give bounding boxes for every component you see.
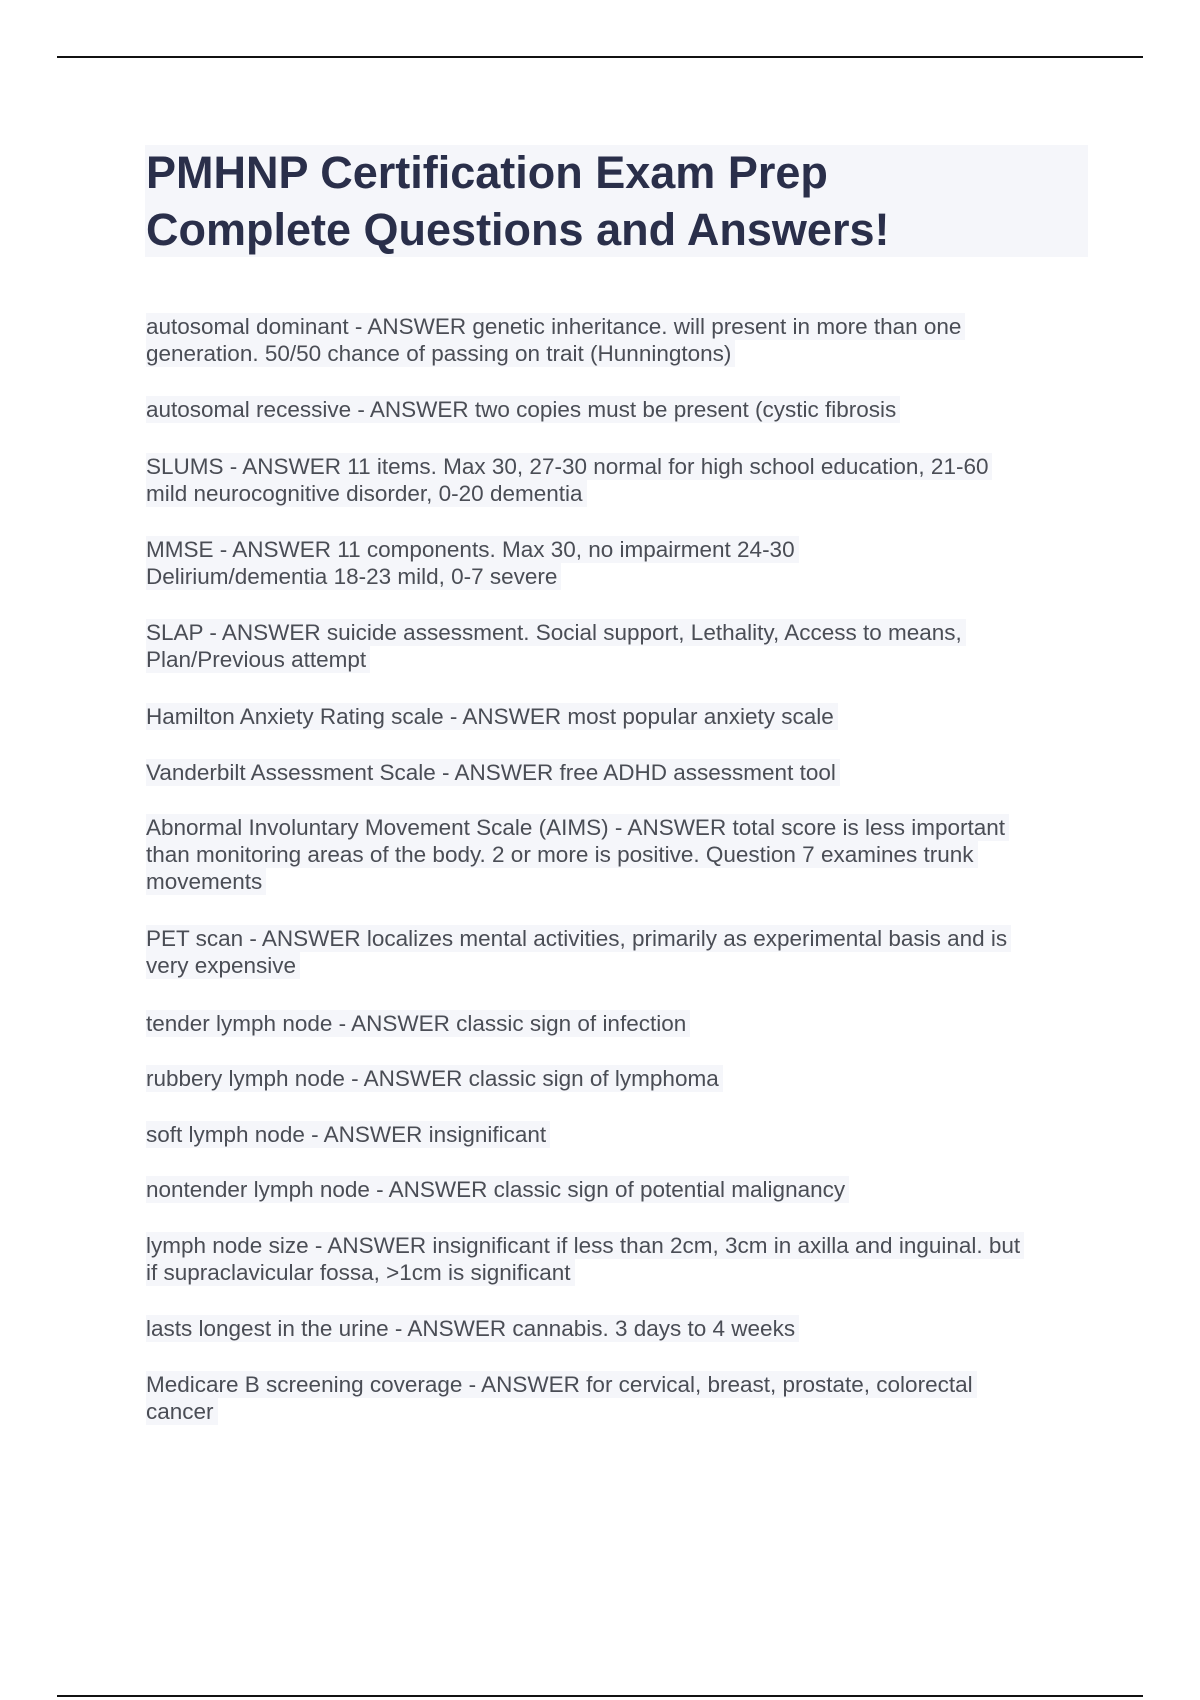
qa-entry-tender-lymph-node [146, 1010, 690, 1037]
qa-line: lasts longest in the urine - ANSWER cannabis. 3 days to 4 weeks [146, 1315, 799, 1342]
qa-line: tender lymph node - ANSWER classic sign of infection [146, 1010, 690, 1037]
qa-entry-mmse [146, 536, 799, 590]
qa-line: cancer [146, 1398, 218, 1425]
qa-entry-soft-lymph-node [146, 1121, 550, 1148]
qa-line: if supraclavicular fossa, >1cm is significant [146, 1259, 575, 1286]
page-title-line-1: PMHNP Certification Exam Prep [146, 147, 828, 198]
qa-line: MMSE - ANSWER 11 components. Max 30, no impairment 24-30 [146, 536, 799, 563]
qa-line: lymph node size - ANSWER insignificant if less than 2cm, 3cm in axilla and inguinal. but [146, 1232, 1024, 1259]
qa-entry-autosomal-recessive [146, 396, 900, 423]
qa-entry-vanderbilt [146, 759, 840, 786]
qa-line: Abnormal Involuntary Movement Scale (AIMS) - ANSWER total score is less important [146, 814, 1009, 841]
qa-line: very expensive [146, 952, 300, 979]
qa-entry-urine [146, 1315, 799, 1342]
qa-line: mild neurocognitive disorder, 0-20 dementia [146, 480, 587, 507]
qa-line: PET scan - ANSWER localizes mental activities, primarily as experimental basis and is [146, 925, 1011, 952]
page-title-line-2: Complete Questions and Answers! [146, 204, 890, 255]
qa-line: generation. 50/50 chance of passing on trait (Hunningtons) [146, 340, 735, 367]
qa-line: Plan/Previous attempt [146, 646, 370, 673]
qa-line: autosomal dominant - ANSWER genetic inheritance. will present in more than one [146, 313, 965, 340]
bottom-rule [57, 1695, 1143, 1697]
qa-line: SLAP - ANSWER suicide assessment. Social support, Lethality, Access to means, [146, 619, 966, 646]
qa-entry-rubbery-lymph-node [146, 1065, 723, 1092]
qa-line: autosomal recessive - ANSWER two copies must be present (cystic fibrosis [146, 396, 900, 423]
qa-line: Medicare B screening coverage - ANSWER for cervical, breast, prostate, colorectal [146, 1371, 977, 1398]
qa-line: nontender lymph node - ANSWER classic sign of potential malignancy [146, 1176, 849, 1203]
qa-entry-medicare-b [146, 1371, 977, 1425]
qa-entry-aims [146, 814, 1009, 895]
qa-line: rubbery lymph node - ANSWER classic sign of lymphoma [146, 1065, 723, 1092]
qa-entry-hamilton [146, 703, 838, 730]
qa-line: Delirium/dementia 18-23 mild, 0-7 severe [146, 563, 561, 590]
qa-entry-lymph-node-size [146, 1232, 1024, 1286]
qa-line: SLUMS - ANSWER 11 items. Max 30, 27-30 normal for high school education, 21-60 [146, 453, 992, 480]
qa-line: Vanderbilt Assessment Scale - ANSWER free ADHD assessment tool [146, 759, 840, 786]
qa-line: movements [146, 868, 266, 895]
qa-entry-slap [146, 619, 966, 673]
qa-line: than monitoring areas of the body. 2 or more is positive. Question 7 examines trunk [146, 841, 978, 868]
qa-line: Hamilton Anxiety Rating scale - ANSWER most popular anxiety scale [146, 703, 838, 730]
qa-entry-autosomal-dominant [146, 313, 965, 367]
qa-entry-nontender-lymph-node [146, 1176, 849, 1203]
top-rule [57, 56, 1143, 58]
qa-entry-pet-scan [146, 925, 1011, 979]
qa-line: soft lymph node - ANSWER insignificant [146, 1121, 550, 1148]
qa-entry-slums [146, 453, 992, 507]
